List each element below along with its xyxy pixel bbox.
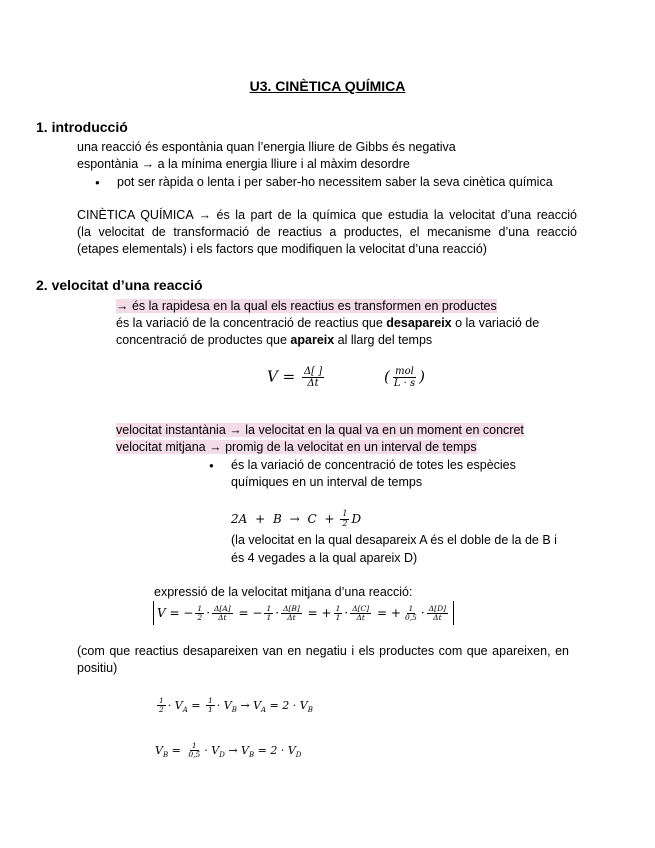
mean-velocity-expression-label: expressió de la velocitat mitjana d’una reacció: (154, 585, 413, 599)
reaction-note-1: (la velocitat en la qual desapareix A és el doble de la de B i (231, 533, 557, 547)
velocity-line-3: concentració de productes que apareix al llarg del temps (116, 333, 433, 347)
sign-note-2: positiu) (77, 661, 118, 675)
velocity-line-2: és la variació de la concentració de reactius que desapareix o la variació de (116, 316, 540, 330)
reaction-equation: 2A + B → C + $\frac{1}{2}$ D (231, 509, 362, 528)
page-title: U3. CINÈTICA QUÍMICA (249, 78, 406, 94)
section-1-heading: 1. introducció (36, 119, 128, 135)
sign-note-1: (com que reactius desapareixen van en negatiu i els productes com que apareixen, en (77, 644, 569, 658)
definition-line-2: (la velocitat de transformació de reactius a productes, el mecanisme d’una reacció (77, 225, 577, 239)
intro-line-2: espontània → a la mínima energia lliure i al màxim desordre (77, 157, 410, 171)
reaction-note-2: és 4 vegades a la qual apareix D) (231, 551, 418, 565)
velocity-units: ( $\frac{\text{mol}}{L \cdot s}$ ) (384, 366, 426, 389)
mean-velocity-bullet-line-2: químiques en un interval de temps (231, 475, 423, 489)
mean-velocity-bullet: ● és la variació de concentració de totes les espècies (231, 458, 516, 472)
definition-line-3: (etapes elementals) i els factors que modifiquen la velocitat d’una reacció) (77, 242, 487, 256)
intro-line-1: una reacció és espontània quan l’energia lliure de Gibbs és negativa (77, 140, 456, 154)
mean-velocity: velocitat mitjana → promig de la velocitat en un interval de temps (116, 440, 477, 454)
velocity-definition: → és la rapidesa en la qual els reactius es transformen en productes (116, 299, 497, 313)
velocity-formula: V = $\frac{\Delta[ ]}{\Delta t}$ (267, 366, 323, 389)
section-2-heading: 2. velocitat d’una reacció (36, 277, 203, 293)
mean-velocity-expression: V = − $\frac{1}{2}$ · $\frac{\Delta[A]}{\Delta t}$ = − $\frac{1}{1}$ · $\frac{\Delta[B]}{\Delta t}$ = + $\frac{1}{1}$ · $\frac{\Delta[C]}{\Delta t}$ = + $\frac{1}{0,5}$ · $\frac{\Delta[D]}{\Delta t}$ (153, 601, 454, 625)
relation-a-b: $\frac{1}{2}$ · $V_A$ = $\frac{1}{1}$ · $V_B \to V_A = 2 \cdot V_B$ (159, 696, 313, 715)
relation-b-d: $V_B$ = $\frac{1}{0,5}$ · $V_D \to V_B = 2 \cdot V_D$ (155, 741, 302, 760)
intro-bullet: ● pot ser ràpida o lenta i per saber-ho necessitem saber la seva cinètica química (117, 175, 553, 189)
instant-velocity: velocitat instantània → la velocitat en la qual va en un moment en concret (116, 423, 524, 437)
definition-line-1: CINÈTICA QUÍMICA → és la part de la química que estudia la velocitat d’una reacció (77, 208, 577, 222)
